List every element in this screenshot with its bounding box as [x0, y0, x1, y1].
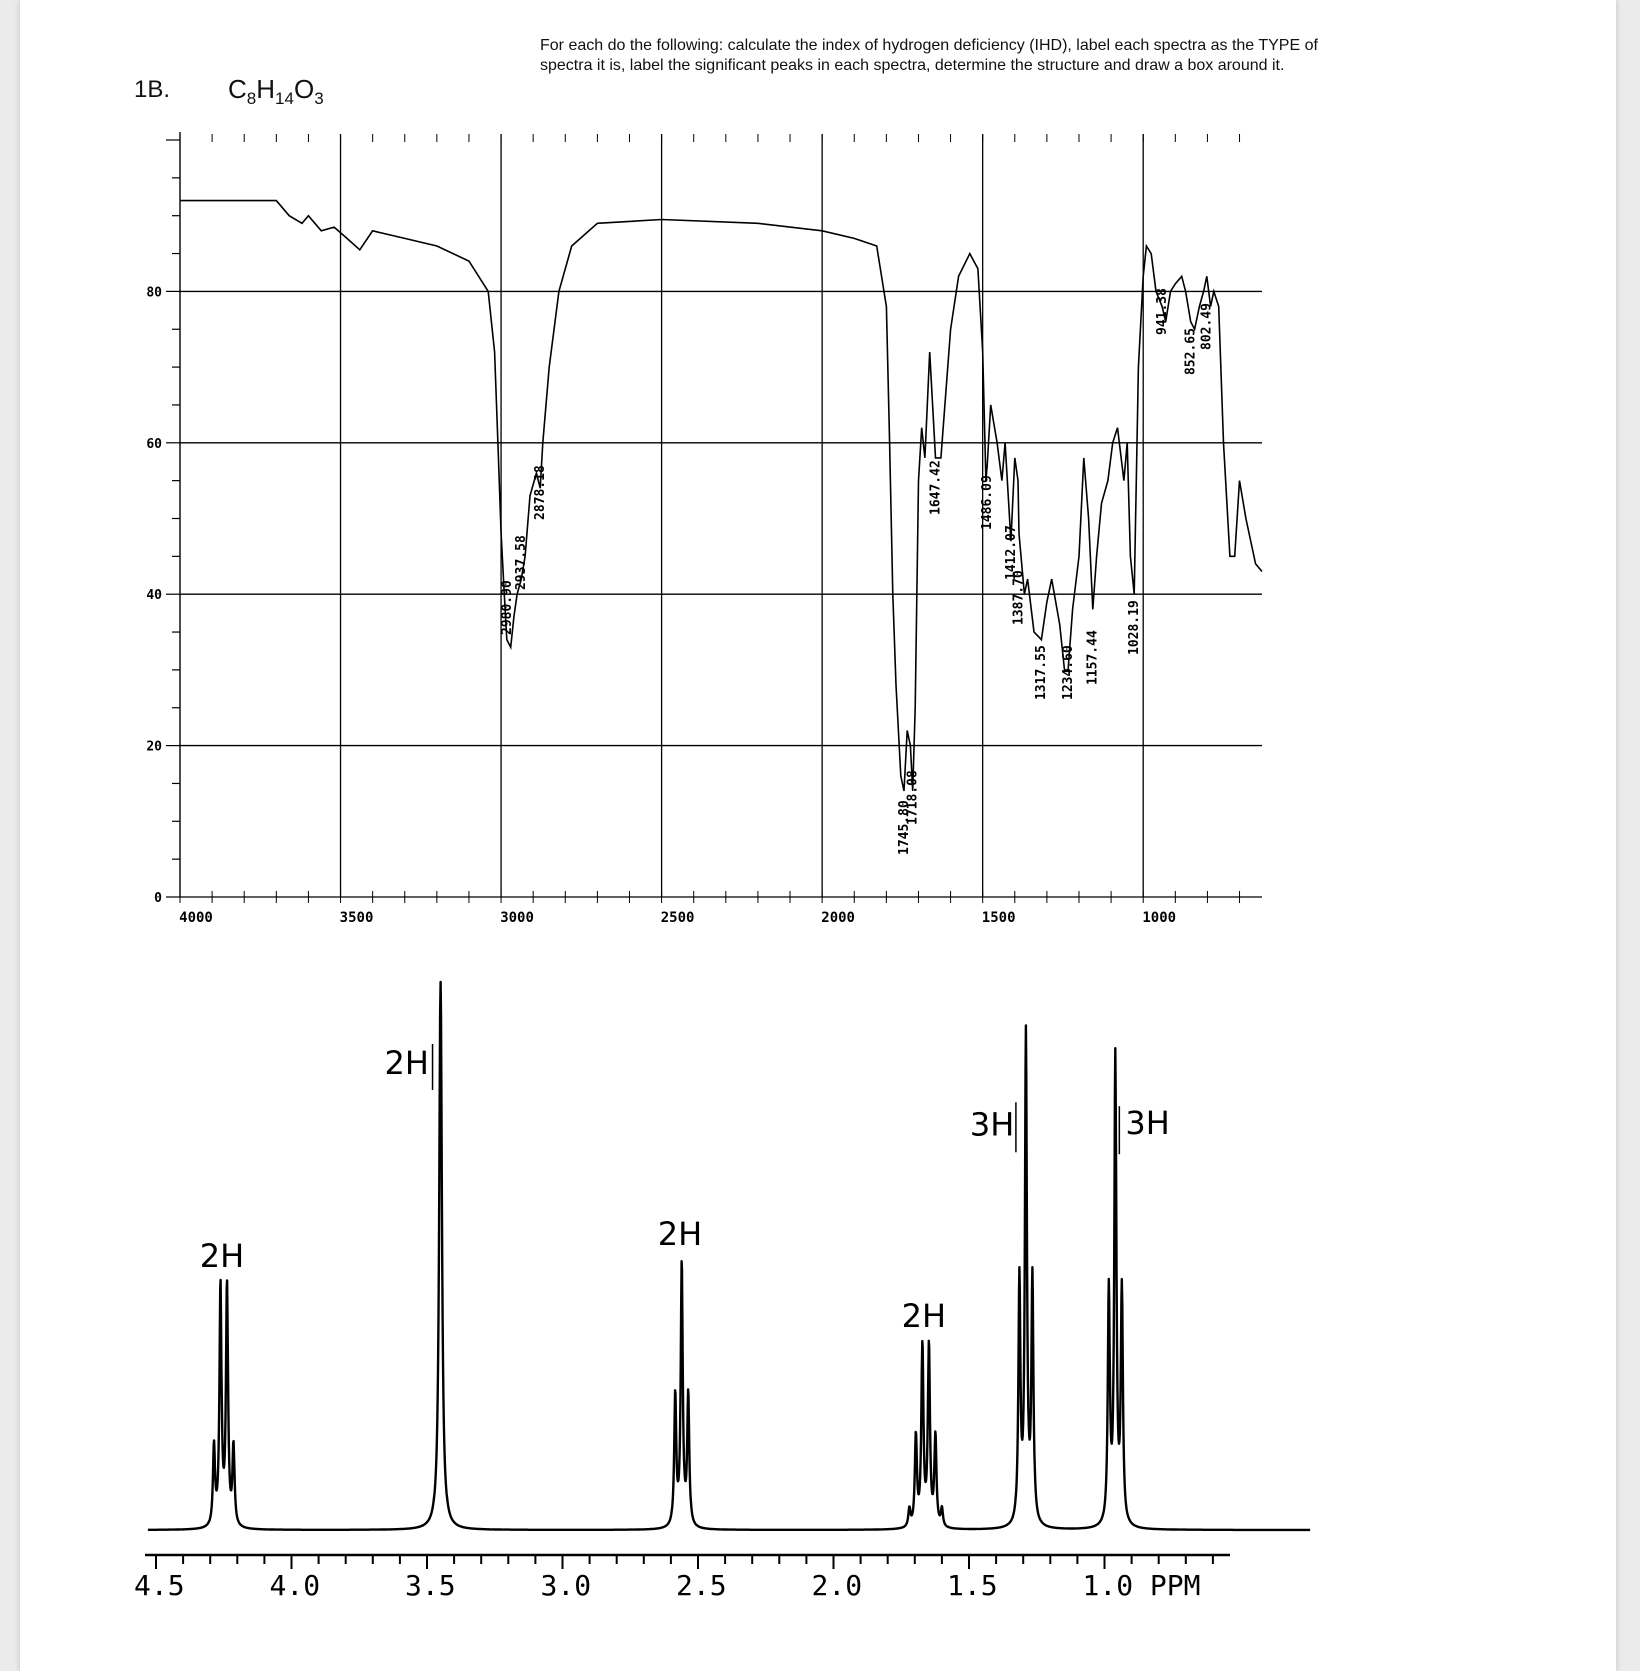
y-tick-label: 40 [146, 588, 162, 604]
ir-peak-label: 1317.55 [1034, 645, 1050, 700]
nmr-x-tick-label: 2.5 [676, 1569, 727, 1602]
ir-peak-label: 1412.07 [1003, 525, 1019, 580]
ir-peak-label: 1234.60 [1060, 645, 1076, 700]
ir-peak-label: 2980.90 [500, 580, 516, 635]
x-tick-label: 3500 [339, 910, 374, 926]
y-tick-label: 0 [154, 891, 162, 906]
formula-count: 3 [314, 89, 324, 109]
x-tick-label: 4000 [179, 910, 213, 926]
x-tick-label: 1500 [981, 910, 1016, 926]
nmr-x-tick-label: 3.0 [540, 1569, 592, 1602]
x-tick-label: 2500 [660, 910, 695, 926]
nmr-spectrum-trace [148, 982, 1310, 1530]
formula-count: 8 [246, 89, 257, 109]
y-tick-label: 20 [146, 739, 162, 755]
formula-element: H [256, 74, 276, 104]
integration-label: 2H [199, 1236, 245, 1275]
ir-peak-label: 1486.09 [980, 475, 996, 530]
formula-element: C [228, 74, 247, 104]
ir-peak-label: 941.38 [1155, 288, 1171, 335]
ir-peak-label: 1387.70 [1011, 570, 1027, 625]
integration-label: 2H [384, 1044, 429, 1082]
y-tick-label: 60 [146, 436, 162, 452]
problem-number: 1B. [134, 76, 171, 103]
nmr-x-tick-label: 2.0 [811, 1569, 863, 1602]
formula-count: 14 [275, 89, 294, 109]
x-tick-label: 2000 [821, 910, 855, 926]
ir-peak-label: 2878.18 [533, 465, 549, 520]
x-tick-label: 3000 [500, 910, 534, 926]
y-tick-label: 80 [146, 285, 162, 301]
nmr-x-tick-label: 1.5 [947, 1569, 998, 1602]
instructions-text: For each do the following: calculate the index of hydrogen deficiency (IHD), label each spectra as the TYPE of spectra it is, label the significant peaks in each spectra, determine the structure and draw a box around it. [540, 37, 1318, 74]
ir-peak-label: 802.49 [1199, 303, 1215, 350]
nmr-x-tick-label: 4.5 [134, 1569, 185, 1602]
nmr-x-tick-label: 4.0 [269, 1569, 321, 1602]
ir-peak-label: 1157.44 [1085, 630, 1101, 685]
ir-peak-label: 852.65 [1183, 328, 1199, 375]
integration-label: 2H [901, 1297, 947, 1336]
ir-peak-label: 1028.19 [1127, 600, 1143, 655]
ir-peak-label: 1647.42 [928, 460, 944, 515]
formula-element: O [293, 74, 315, 104]
x-tick-label: 1000 [1142, 910, 1177, 926]
nmr-x-tick-label: 3.5 [405, 1569, 456, 1602]
ir-peak-label: 1718.08 [905, 770, 921, 825]
nmr-x-tick-label: 1.0 PPM [1082, 1569, 1201, 1602]
integration-label: 3H [969, 1105, 1015, 1144]
integration-label: 3H [1125, 1104, 1170, 1143]
integration-label: 2H [657, 1214, 703, 1253]
ir-peak-label: 2937.58 [514, 535, 530, 590]
ir-peak-label: 1745.80 [896, 800, 912, 855]
